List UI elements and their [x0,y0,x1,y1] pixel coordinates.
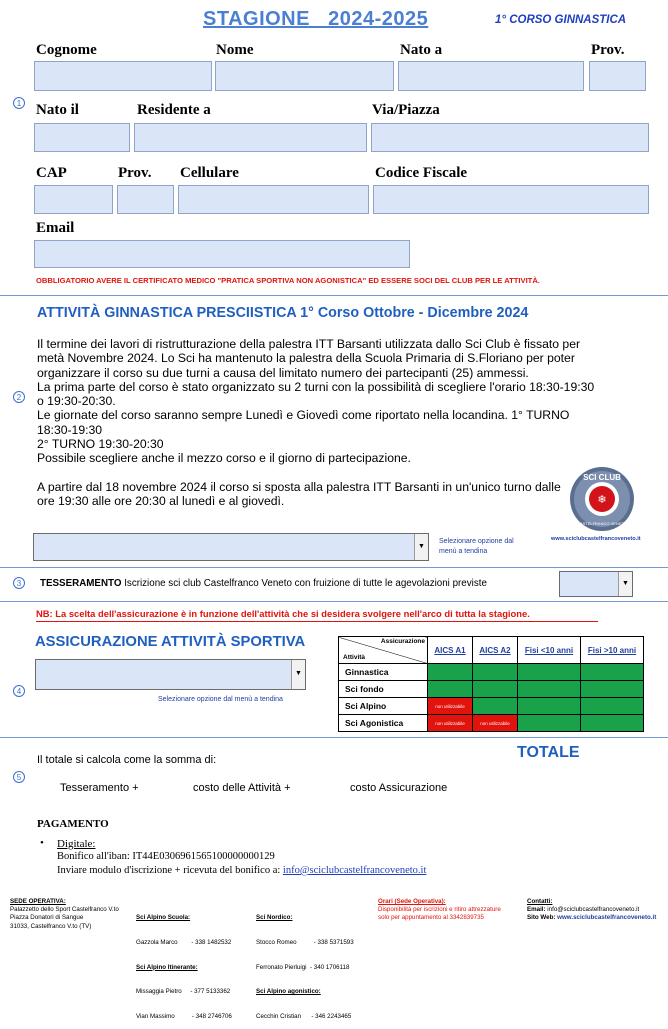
allowed-cell [428,664,473,681]
allowed-cell [428,681,473,698]
footer-line: solo per appuntamento al 3342839735 [378,914,484,922]
send-line-text: Inviare modulo d'iscrizione + ricevuta del bonifico a: [57,865,283,876]
total-intro: Il totale si calcola come la somma di: [37,754,217,766]
footer-contatti [527,898,656,923]
page-title: STAGIONE 2024-2025 [203,8,429,30]
total-title: TOTALE [517,744,580,761]
not-allowed-cell: non utilizzabile [428,715,473,732]
activity-select[interactable] [33,533,429,561]
label-email: Email [36,220,75,236]
residente-a-field[interactable] [134,123,367,152]
activity-line [37,466,602,480]
footer-line: 31033, Castelfranco V.to (TV) [10,922,92,930]
cognome-field[interactable] [34,61,212,91]
footer-line: Missaggia Pietro - 377 5133362 [136,988,231,996]
footer-site-label: Sito Web: [527,914,558,922]
via-piazza-field[interactable] [371,123,649,152]
activity-line: Possibile scegliere anche il mezzo corso e il giorno di partecipazione. [37,451,411,466]
insurance-title: ASSICURAZIONE ATTIVITÀ SPORTIVA [35,634,306,650]
cellulare-field[interactable] [178,185,369,214]
footer-email-label: Email: [527,906,548,914]
insurance-note-underline [36,621,598,622]
activity-line: 2° TURNO 19:30-20:30 [37,437,164,452]
chevron-down-icon[interactable]: ▼ [618,572,632,596]
label-nato-a: Nato a [400,42,443,58]
footer-site-row [527,914,656,922]
row-header: Sci Alpino [339,698,428,715]
section-number-4: 4 [13,685,25,697]
membership-label-bold: TESSERAMENTO [40,578,122,589]
nato-il-field[interactable] [34,123,130,152]
footer-line: Palazzetto dello Sport Castelfranco V.to [10,906,119,914]
row-header: Sci fondo [339,681,428,698]
codice-fiscale-field[interactable] [373,185,649,214]
label-via-piazza: Via/Piazza [372,102,440,118]
allowed-cell [581,715,644,732]
footer-sede-title: SEDE OPERATIVA: [10,898,66,905]
corner-bottom-label: Attività [343,654,366,661]
allowed-cell [518,664,581,681]
section-number-2: 2 [13,391,25,403]
total-part: costo delle Attività + [193,782,291,794]
column-header: AICS A1 [428,637,473,664]
footer-line: Cecchin Cristian - 346 2243465 [256,1012,352,1020]
footer-nordico-title-2: Sci Alpino agonistico: [256,988,321,996]
footer-site-link[interactable]: www.sciclubcastelfrancoveneto.it [557,914,657,922]
divider-2 [0,567,668,568]
activity-title: ATTIVITÀ GINNASTICA PRESCIISTICA 1° Corso Ottobre - Dicembre 2024 [37,305,529,321]
divider-4 [0,737,668,738]
footer-line: Gazzola Marco - 338 1482532 [136,939,232,947]
membership-label-text: Iscrizione sci club Castelfranco Veneto con fruizione di tutte le agevolazioni previste [121,578,487,589]
footer-email-row [527,906,656,914]
footer-sede [10,898,119,931]
activity-description [37,337,602,509]
insurance-select[interactable] [35,659,306,690]
allowed-cell [473,698,518,715]
nome-field[interactable] [215,61,394,91]
column-header: AICS A2 [473,637,518,664]
section-number-1: 1 [13,97,25,109]
activity-line: 18:30-19:30 [37,422,103,437]
course-name: 1° CORSO GINNASTICA [495,14,627,26]
prov-field-2[interactable] [117,185,174,214]
payment-bullet: • [40,837,44,849]
chevron-down-icon[interactable]: ▼ [414,534,428,560]
activity-line: Il termine dei lavori di ristrutturazione della palestra ITT Barsanti utilizzata dallo Sci Club è fissato per [37,337,581,351]
activity-line: ore 19:30 alle ore 20:30 al lunedì e al giovedì. [37,494,285,509]
website-link[interactable]: www.sciclubcastelfrancoveneto.it [551,536,641,542]
corner-top-label: Assicurazione [380,638,425,645]
allowed-cell [473,664,518,681]
label-cellulare: Cellulare [180,165,239,181]
allowed-cell [473,681,518,698]
allowed-cell [581,664,644,681]
logo-text: SCI CLUB [583,473,621,482]
payment-title: PAGAMENTO [37,818,109,830]
footer-nordico [256,898,354,1029]
divider-3 [0,601,668,602]
allowed-cell [518,681,581,698]
not-allowed-cell: non utilizzabile [428,698,473,715]
footer-alpino [136,898,232,1029]
column-header: Fisi <10 anni [518,637,581,664]
membership-select[interactable] [559,571,633,597]
footer-orari [378,898,501,923]
footer-line: Ferronato Pierluigi - 340 1706118 [256,963,350,971]
payment-email-link[interactable]: info@sciclubcastelfrancoveneto.it [282,865,427,876]
insurance-note: NB: La scelta dell'assicurazione è in funzione dell'attività che si desidera svolgere nell'arco di tutta la stagione. [36,608,530,619]
footer-nordico-title: Sci Nordico: [256,914,293,922]
corner-cell [339,637,428,664]
logo-subtext: CASTELFRANCO VENETO [577,521,627,526]
section-number-5: 5 [13,771,25,783]
label-cognome: Cognome [36,42,97,58]
footer-alpino-title-2: Sci Alpino Itinerante: [136,963,198,971]
footer-line: Disponibilità per iscrizioni e ritiro attrezzature [378,906,501,914]
section-number-3: 3 [13,577,25,589]
divider-1 [0,295,668,296]
footer-contatti-title: Contatti: [527,898,553,905]
activity-line: Le giornate del corso saranno sempre Lunedì e Giovedì come riportato nella locandina. 1° TURNO [37,408,570,423]
label-cap: CAP [36,165,67,181]
insurance-table [338,636,644,732]
footer-alpino-title: Sci Alpino Scuola: [136,914,191,922]
allowed-cell [581,681,644,698]
column-header: Fisi >10 anni [581,637,644,664]
label-prov-2: Prov. [118,165,152,181]
footer-line: Piazza Donatori di Sangue [10,914,84,922]
footer-orari-title: Orari (Sede Operativa): [378,898,446,905]
activity-line: La prima parte del corso è stato organizzato su 2 turni con la possibilità di scegliere l'orario 18:30-19:30 [37,379,595,394]
cap-field[interactable] [34,185,113,214]
total-part: costo Assicurazione [350,782,448,794]
send-line [57,865,426,876]
activity-line: metà Novembre 2024. Lo Sci ha mantenuto la palestra della Scuola Primaria di S.Floriano per poter [37,351,575,366]
chevron-down-icon[interactable]: ▼ [291,660,305,689]
svg-text:❄: ❄ [597,493,607,506]
activity-select-hint: Selezionare opzione dal menù a tendina [439,538,514,555]
allowed-cell [518,715,581,732]
iban-line: Bonifico all'iban: IT44E0306961565100000000129 [57,851,275,862]
membership-label [40,578,487,589]
sci-club-logo [569,466,635,532]
label-nome: Nome [216,42,254,58]
row-header: Ginnastica [339,664,428,681]
activity-line: o 19:30-20:30. [37,394,116,409]
row-header: Sci Agonistica [339,715,428,732]
payment-method: Digitale: [57,838,96,850]
label-nato-il: Nato il [36,102,79,118]
insurance-select-hint: Selezionare opzione dal menù a tendina [158,696,283,703]
email-field[interactable] [34,240,410,268]
prov-field-1[interactable] [589,61,646,91]
total-part: Tesseramento + [60,782,139,794]
medical-notice: OBBLIGATORIO AVERE IL CERTIFICATO MEDICO "PRATICA SPORTIVA NON AGONISTICA" ED ESSERE SOCI DEL CLUB PER LE ATTIVITÀ. [36,276,540,285]
nato-a-field[interactable] [398,61,584,91]
allowed-cell [518,698,581,715]
footer-line: Vian Massimo - 348 2746706 [136,1012,232,1020]
allowed-cell [581,698,644,715]
label-residente-a: Residente a [137,102,211,118]
footer-email-link[interactable]: info@sciclubcastelfrancoveneto.it [547,906,640,914]
footer-line: Stocco Romeo - 338 5371593 [256,939,354,947]
activity-line: organizzare il corso su due turni a causa del limitato numero dei partecipanti (25) ammessi. [37,365,529,380]
label-codice-fiscale: Codice Fiscale [375,165,468,181]
activity-line: A partire dal 18 novembre 2024 il corso si sposta alla palestra ITT Barsanti in un'unico turno dalle [37,479,561,494]
not-allowed-cell: non utilizzabile [473,715,518,732]
label-prov-1: Prov. [591,42,625,58]
